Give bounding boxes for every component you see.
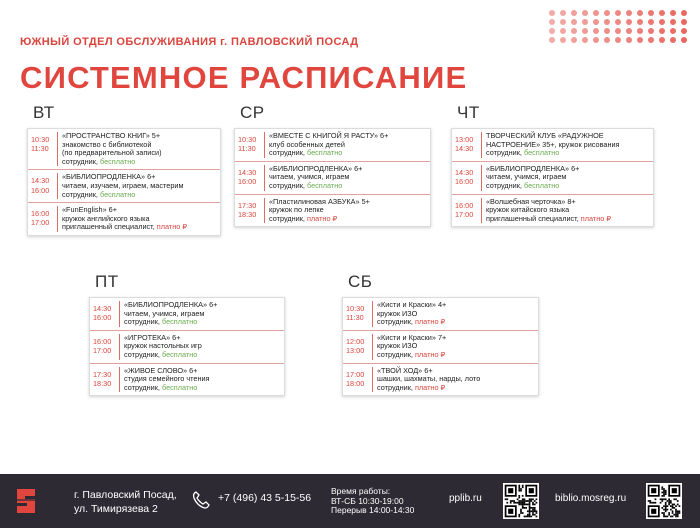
footer-bar (0, 474, 700, 528)
event-host-line (269, 215, 370, 224)
event-host-line (486, 215, 611, 224)
dot (681, 19, 687, 25)
dot (659, 28, 665, 34)
dot (681, 28, 687, 34)
event-time: 14:30 16:00 (31, 176, 50, 195)
event-host: сотрудник, (62, 156, 100, 166)
event-host-line (377, 384, 480, 393)
event-host-line (124, 384, 210, 393)
event-divider (119, 367, 120, 393)
dot (582, 37, 588, 43)
day-name: СБ (348, 272, 373, 291)
dot (604, 37, 610, 43)
dot (615, 28, 621, 34)
dot (681, 10, 687, 16)
dot (670, 28, 676, 34)
event-description (269, 165, 366, 191)
event-divider (372, 334, 373, 360)
event-divider (481, 198, 482, 224)
event-time: 17:00 18:00 (346, 369, 365, 388)
dot (670, 19, 676, 25)
dot (626, 28, 632, 34)
event-host: сотрудник, (124, 349, 162, 359)
dot (604, 10, 610, 16)
phone-icon (192, 490, 210, 510)
dot (549, 10, 555, 16)
event-host: приглашенный специалист, (486, 213, 581, 223)
event-description (269, 198, 374, 224)
day-name: ПТ (95, 272, 119, 291)
event-time: 10:30 11:30 (346, 304, 365, 323)
event-title: «FunEnglish» 6+ кружок английского языка (62, 205, 150, 223)
event-divider (264, 165, 265, 191)
dot (626, 37, 632, 43)
price-free-badge: бесплатно (161, 382, 198, 392)
event-divider (372, 301, 373, 327)
address (74, 488, 177, 516)
event-host: сотрудник, (377, 382, 415, 392)
event-description (62, 173, 187, 199)
dot (593, 37, 599, 43)
dot (593, 28, 599, 34)
page-title: СИСТЕМНОЕ РАСПИСАНИЕ (20, 60, 468, 95)
price-free-badge: бесплатно (161, 349, 198, 359)
dot (560, 37, 566, 43)
schedule-event (28, 129, 220, 170)
qr-code-icon (646, 483, 682, 519)
price-free-badge: бесплатно (523, 180, 560, 190)
opening-hours (331, 487, 414, 516)
event-time: 10:30 11:30 (31, 135, 50, 154)
decorative-dots (549, 10, 692, 46)
event-host: сотрудник, (62, 189, 100, 199)
event-description (62, 206, 191, 232)
schedule-event (235, 129, 430, 162)
event-host: сотрудник, (124, 317, 162, 327)
event-host-line (486, 182, 579, 191)
event-title: «Пластилиновая АЗБУКА» 5+ кружок по лепке (269, 196, 370, 215)
event-description (377, 301, 450, 327)
schedule-event (28, 203, 220, 235)
address-line-2: ул. Тимирязева 2 (74, 503, 158, 515)
event-description (486, 198, 615, 224)
event-description (124, 334, 206, 360)
day-thu (451, 103, 654, 227)
hours-line-3: Перерыв 14:00-14:30 (331, 505, 415, 516)
price-paid-badge: платно ₽ (414, 317, 446, 327)
schedule-event (90, 364, 284, 396)
event-time: 12:00 13:00 (346, 336, 365, 355)
dot (571, 10, 577, 16)
event-host: сотрудник, (377, 349, 415, 359)
event-title: ТВОРЧЕСКИЙ КЛУБ «РАДУЖНОЕ НАСТРОЕНИЕ» 35+, кружок рисования (486, 131, 620, 149)
event-time: 14:30 16:00 (238, 167, 257, 186)
event-title: «ТВОЙ ХОД» 6+ шашки, шахматы, нарды, лото (377, 365, 481, 384)
schedule-event (452, 129, 653, 162)
dot (615, 19, 621, 25)
price-free-badge: бесплатно (161, 317, 198, 327)
event-title: «БИБЛИОПРОДЛЕНКА» 6+ читаем, учимся, играем (269, 163, 363, 182)
dot (626, 19, 632, 25)
hours-line-1: Время работы: (331, 486, 391, 496)
event-host-line (377, 318, 446, 327)
event-title: «БИБЛИОПРОДЛЕНКА» 6+ читаем, учимся, играем (124, 300, 218, 318)
event-host: приглашенный специалист, (62, 222, 157, 232)
event-host: сотрудник, (269, 180, 307, 190)
event-divider (57, 173, 58, 199)
dot (637, 37, 643, 43)
price-free-badge: бесплатно (99, 189, 136, 199)
schedule-card (89, 297, 285, 396)
event-divider (57, 206, 58, 232)
event-time: 14:30 16:00 (93, 304, 112, 323)
schedule-event (28, 170, 220, 203)
event-divider (119, 301, 120, 327)
price-paid-badge: платно ₽ (414, 349, 446, 359)
event-divider (372, 367, 373, 393)
dot (670, 10, 676, 16)
dot (582, 28, 588, 34)
dot (637, 10, 643, 16)
event-title: «ПРОСТРАНСТВО КНИГ» 5+ знакомство с библиотекой (по предварительной записи) (62, 131, 162, 158)
dot (593, 19, 599, 25)
schedule-card (342, 297, 539, 396)
event-host: сотрудник, (269, 148, 307, 158)
event-time: 16:00 17:00 (31, 209, 50, 228)
dot (637, 19, 643, 25)
price-paid-badge: платно ₽ (414, 382, 446, 392)
event-title: «ВМЕСТЕ С КНИГОЙ Я РАСТУ» 6+ клуб особенных детей (269, 131, 389, 149)
event-description (377, 367, 484, 393)
schedule-event (452, 195, 653, 227)
event-host-line (62, 158, 162, 167)
day-name: СР (240, 103, 265, 122)
dot (560, 19, 566, 25)
dot (648, 37, 654, 43)
schedule-event (452, 162, 653, 195)
event-title: «Кисти и Краски» 4+ кружок ИЗО (377, 300, 447, 318)
dot (659, 19, 665, 25)
dot (648, 19, 654, 25)
event-host-line (486, 149, 620, 158)
day-fri (89, 272, 285, 396)
event-description (124, 301, 221, 327)
event-divider (481, 165, 482, 191)
schedule-event (343, 298, 538, 331)
schedule-event (235, 162, 430, 195)
dot (593, 10, 599, 16)
day-sat (342, 272, 539, 396)
event-host: сотрудник, (486, 148, 524, 158)
address-line-1: г. Павловский Посад, (74, 489, 177, 501)
event-divider (264, 198, 265, 224)
dot (549, 28, 555, 34)
dot (571, 19, 577, 25)
event-time: 13:00 14:30 (455, 135, 474, 154)
dot (582, 19, 588, 25)
dot (659, 37, 665, 43)
dot (560, 10, 566, 16)
schedule-event (343, 331, 538, 364)
event-title: «БИБЛИОПРОДЛЕНКА» 6+ читаем, изучаем, играем, мастерим (62, 172, 184, 190)
dot (615, 37, 621, 43)
event-time: 16:00 17:00 (93, 336, 112, 355)
event-divider (481, 132, 482, 158)
event-title: «Волшебная черточка» 8+ кружок китайского языка (486, 196, 576, 215)
schedule-card (451, 128, 654, 227)
event-title: «ЖИВОЕ СЛОВО» 6+ студия семейного чтения (124, 365, 210, 384)
dot (637, 28, 643, 34)
event-host: сотрудник, (486, 180, 524, 190)
dot (549, 19, 555, 25)
event-time: 14:30 16:00 (455, 167, 474, 186)
dot (681, 37, 687, 43)
event-time: 10:30 11:30 (238, 135, 257, 154)
event-host-line (124, 318, 217, 327)
schedule-event (90, 298, 284, 331)
dot (571, 28, 577, 34)
event-time: 17:30 18:30 (238, 200, 257, 219)
dot (648, 28, 654, 34)
event-description (486, 132, 624, 158)
schedule-event (90, 331, 284, 364)
event-description (377, 334, 450, 360)
day-wed (234, 103, 431, 227)
event-time: 17:30 18:30 (93, 369, 112, 388)
dot (560, 28, 566, 34)
price-free-badge: бесплатно (306, 148, 343, 158)
price-free-badge: бесплатно (99, 156, 136, 166)
dot (615, 10, 621, 16)
event-divider (264, 132, 265, 158)
dot (659, 10, 665, 16)
dot (571, 37, 577, 43)
schedule-card (27, 128, 221, 236)
event-host-line (377, 351, 446, 360)
price-paid-badge: платно ₽ (306, 213, 338, 223)
department-subtitle: ЮЖНЫЙ ОТДЕЛ ОБСЛУЖИВАНИЯ г. ПАВЛОВСКИЙ ПОСАД (20, 36, 359, 48)
dot (549, 37, 555, 43)
website-link-pplib[interactable]: pplib.ru (449, 493, 482, 504)
dot (582, 10, 588, 16)
price-paid-badge: платно ₽ (580, 213, 611, 223)
event-host-line (124, 351, 202, 360)
price-free-badge: бесплатно (523, 148, 560, 158)
event-description (486, 165, 583, 191)
event-description (62, 132, 166, 166)
day-tue (27, 103, 221, 236)
event-description (124, 367, 214, 393)
dot (648, 10, 654, 16)
event-description (269, 132, 392, 158)
event-divider (57, 132, 58, 166)
schedule-event (343, 364, 538, 396)
schedule-card (234, 128, 431, 227)
dot (626, 10, 632, 16)
library-logo-icon (14, 487, 38, 515)
dot (604, 28, 610, 34)
event-host-line (62, 191, 183, 200)
event-host-line (269, 182, 362, 191)
price-free-badge: бесплатно (306, 180, 343, 190)
schedule-event (235, 195, 430, 227)
hours-line-2: ВТ-СБ 10:30-19:00 (331, 495, 404, 506)
event-title: «БИБЛИОПРОДЛЕНКА» 6+ читаем, учимся, играем (486, 163, 580, 182)
website-link-mosreg[interactable]: biblio.mosreg.ru (555, 493, 627, 504)
phone-number[interactable]: +7 (496) 43 5-15-56 (218, 492, 312, 504)
event-host-line (269, 149, 388, 158)
event-title: «Кисти и Краски» 7+ кружок ИЗО (377, 332, 447, 351)
price-paid-badge: платно ₽ (156, 222, 187, 232)
day-name: ЧТ (457, 103, 480, 122)
event-time: 16:00 17:00 (455, 200, 474, 219)
event-host: сотрудник, (124, 382, 162, 392)
day-name: ВТ (33, 103, 55, 122)
event-divider (119, 334, 120, 360)
dot (604, 19, 610, 25)
event-host: сотрудник, (377, 317, 415, 327)
event-title: «ИГРОТЕКА» 6+ кружок настольных игр (124, 332, 202, 351)
dot (670, 37, 676, 43)
event-host: сотрудник, (269, 213, 307, 223)
event-host-line (62, 223, 187, 232)
qr-code-icon (503, 483, 539, 519)
